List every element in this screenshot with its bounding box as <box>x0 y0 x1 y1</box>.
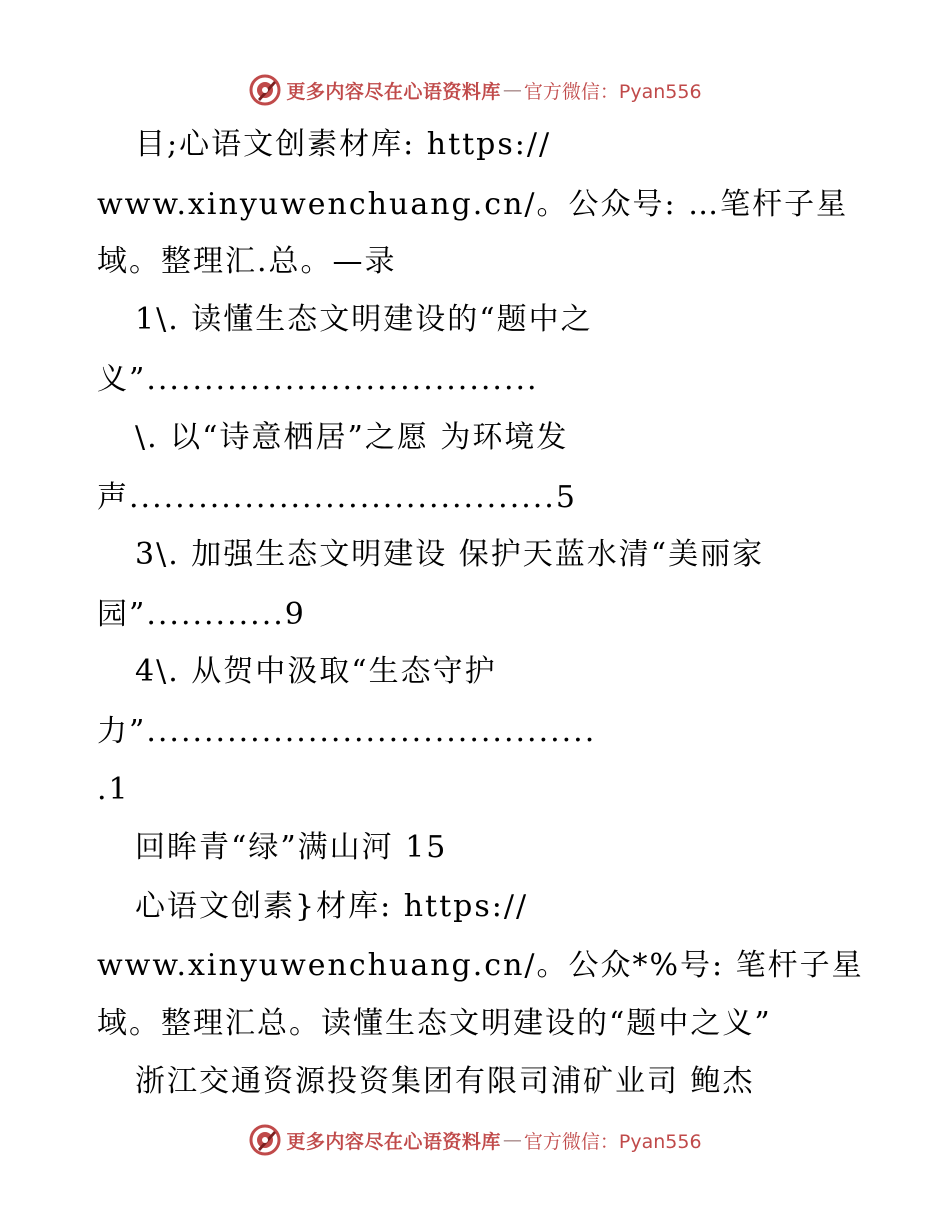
doc-line: 目;心语文创素材库: https:// <box>135 127 552 162</box>
toc-entry: \. 以“诗意栖居”之愿 为环境发 <box>135 420 569 455</box>
toc-entry: .1 <box>97 772 130 807</box>
footer-banner <box>0 1120 950 1160</box>
doc-line: www.xinyuwenchuang.cn/。公众*%号: 笔杆子星 <box>97 948 864 983</box>
banner-wechat: 官方微信：Pyan556 <box>523 1130 702 1153</box>
banner-slogan: 更多内容尽在心语资料库 <box>286 1130 501 1153</box>
banner-slogan: 更多内容尽在心语资料库 <box>286 80 501 103</box>
author-line: 浙江交通资源投资集团有限司浦矿业司 鲍杰 <box>135 1064 755 1099</box>
header-banner <box>0 70 950 110</box>
doc-line: 心语文创素}材库: https:// <box>135 889 529 924</box>
pen-logo-icon <box>248 73 282 107</box>
banner-separator: — <box>502 79 522 101</box>
doc-line: 域。整理汇.总。—录 <box>97 244 397 279</box>
toc-entry: 园”............9 <box>97 597 306 632</box>
pen-logo-icon <box>248 1123 282 1157</box>
doc-line: www.xinyuwenchuang.cn/。公众号: …笔杆子星 <box>97 187 849 222</box>
toc-entry: 1\. 读懂生态文明建设的“题中之 <box>135 302 593 337</box>
doc-line: 域。整理汇总。读懂生态文明建设的“题中之义” <box>97 1006 772 1041</box>
toc-entry: 声.....................................5 <box>97 480 577 515</box>
toc-entry: 力”....................................... <box>97 714 597 749</box>
toc-entry: 4\. 从贺中汲取“生态守护 <box>135 654 497 689</box>
banner-wechat: 官方微信：Pyan556 <box>523 80 702 103</box>
toc-entry: 义”.................................. <box>97 362 539 397</box>
toc-entry: 回眸青“绿”满山河 15 <box>135 830 448 865</box>
banner-separator: — <box>502 1129 522 1151</box>
toc-entry: 3\. 加强生态文明建设 保护天蓝水清“美丽家 <box>135 537 765 572</box>
